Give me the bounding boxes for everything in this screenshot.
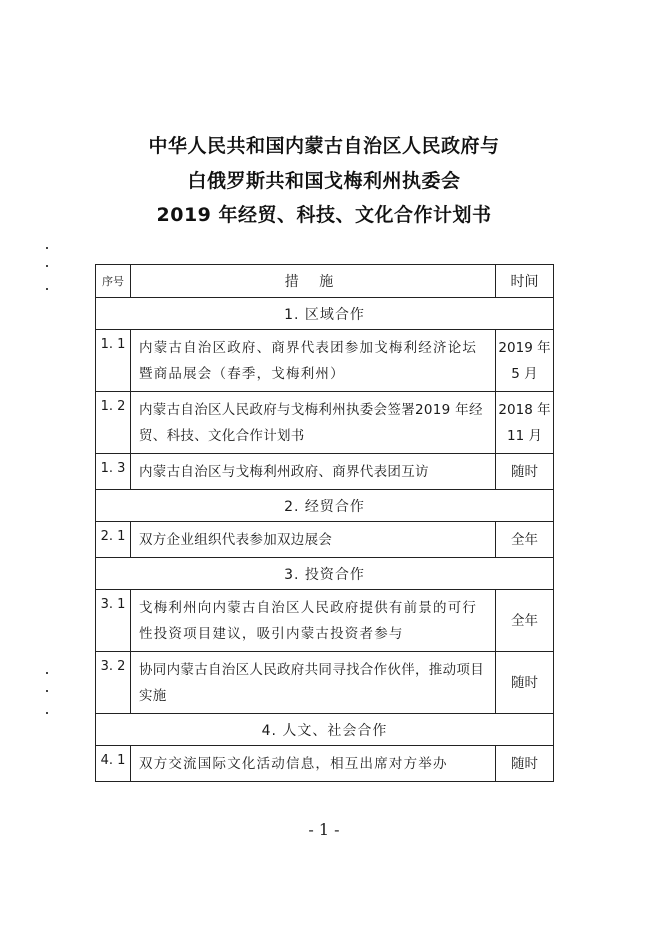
table-row	[96, 746, 554, 782]
row-time: 随时	[496, 454, 554, 490]
document-title-line-2: 白俄罗斯共和国戈梅利州执委会	[187, 170, 461, 192]
row-number: 1. 2	[96, 392, 131, 454]
section-title: 3. 投资合作	[96, 558, 554, 590]
table-row	[96, 590, 554, 652]
binder-mark	[46, 265, 48, 267]
row-time: 全年	[496, 590, 554, 652]
document-title-line-1: 中华人民共和国内蒙古自治区人民政府与	[148, 135, 500, 157]
row-time-line-2: 5 月	[511, 365, 538, 382]
row-number: 3. 1	[96, 590, 131, 652]
binder-mark	[46, 288, 48, 290]
table-row	[96, 652, 554, 714]
section-row	[96, 490, 554, 522]
row-action: 双方企业组织代表参加双边展会	[131, 522, 496, 558]
table-row	[96, 522, 554, 558]
binder-mark	[46, 690, 48, 692]
binder-mark	[46, 712, 48, 714]
binder-mark	[46, 672, 48, 674]
header-action: 措 施	[131, 265, 496, 298]
row-action: 内蒙古自治区政府、商界代表团参加戈梅利经济论坛暨商品展会（春季，戈梅利州）	[131, 330, 496, 392]
section-title: 2. 经贸合作	[96, 490, 554, 522]
row-action: 内蒙古自治区与戈梅利州政府、商界代表团互访	[131, 454, 496, 490]
binder-mark	[46, 247, 48, 249]
section-row	[96, 298, 554, 330]
row-action: 协同内蒙古自治区人民政府共同寻找合作伙伴，推动项目实施	[131, 652, 496, 714]
row-time-line-1: 2019 年	[498, 339, 551, 356]
row-time-line-1: 2018 年	[498, 401, 551, 418]
row-number: 4. 1	[96, 746, 131, 782]
document-title-line-3: 2019 年经贸、科技、文化合作计划书	[156, 204, 492, 226]
row-action: 双方交流国际文化活动信息，相互出席对方举办	[131, 746, 496, 782]
row-number: 1. 3	[96, 454, 131, 490]
row-number: 2. 1	[96, 522, 131, 558]
row-time: 随时	[496, 746, 554, 782]
row-time	[496, 392, 554, 454]
section-title: 4. 人文、社会合作	[96, 714, 554, 746]
header-time: 时间	[496, 265, 554, 298]
row-action: 戈梅利州向内蒙古自治区人民政府提供有前景的可行性投资项目建议，吸引内蒙古投资者参与	[131, 590, 496, 652]
table-row	[96, 454, 554, 490]
row-action: 内蒙古自治区人民政府与戈梅利州执委会签署2019 年经贸、科技、文化合作计划书	[131, 392, 496, 454]
header-number: 序号	[96, 265, 131, 298]
page-number: - 1 -	[308, 820, 340, 839]
row-time-line-2: 11 月	[507, 427, 542, 444]
table-row	[96, 330, 554, 392]
section-title: 1. 区域合作	[96, 298, 554, 330]
row-number: 1. 1	[96, 330, 131, 392]
row-time: 随时	[496, 652, 554, 714]
table-header-row	[96, 265, 554, 298]
table-row	[96, 392, 554, 454]
cooperation-plan-table	[95, 264, 554, 782]
row-number: 3. 2	[96, 652, 131, 714]
row-time: 全年	[496, 522, 554, 558]
row-time	[496, 330, 554, 392]
section-row	[96, 558, 554, 590]
section-row	[96, 714, 554, 746]
